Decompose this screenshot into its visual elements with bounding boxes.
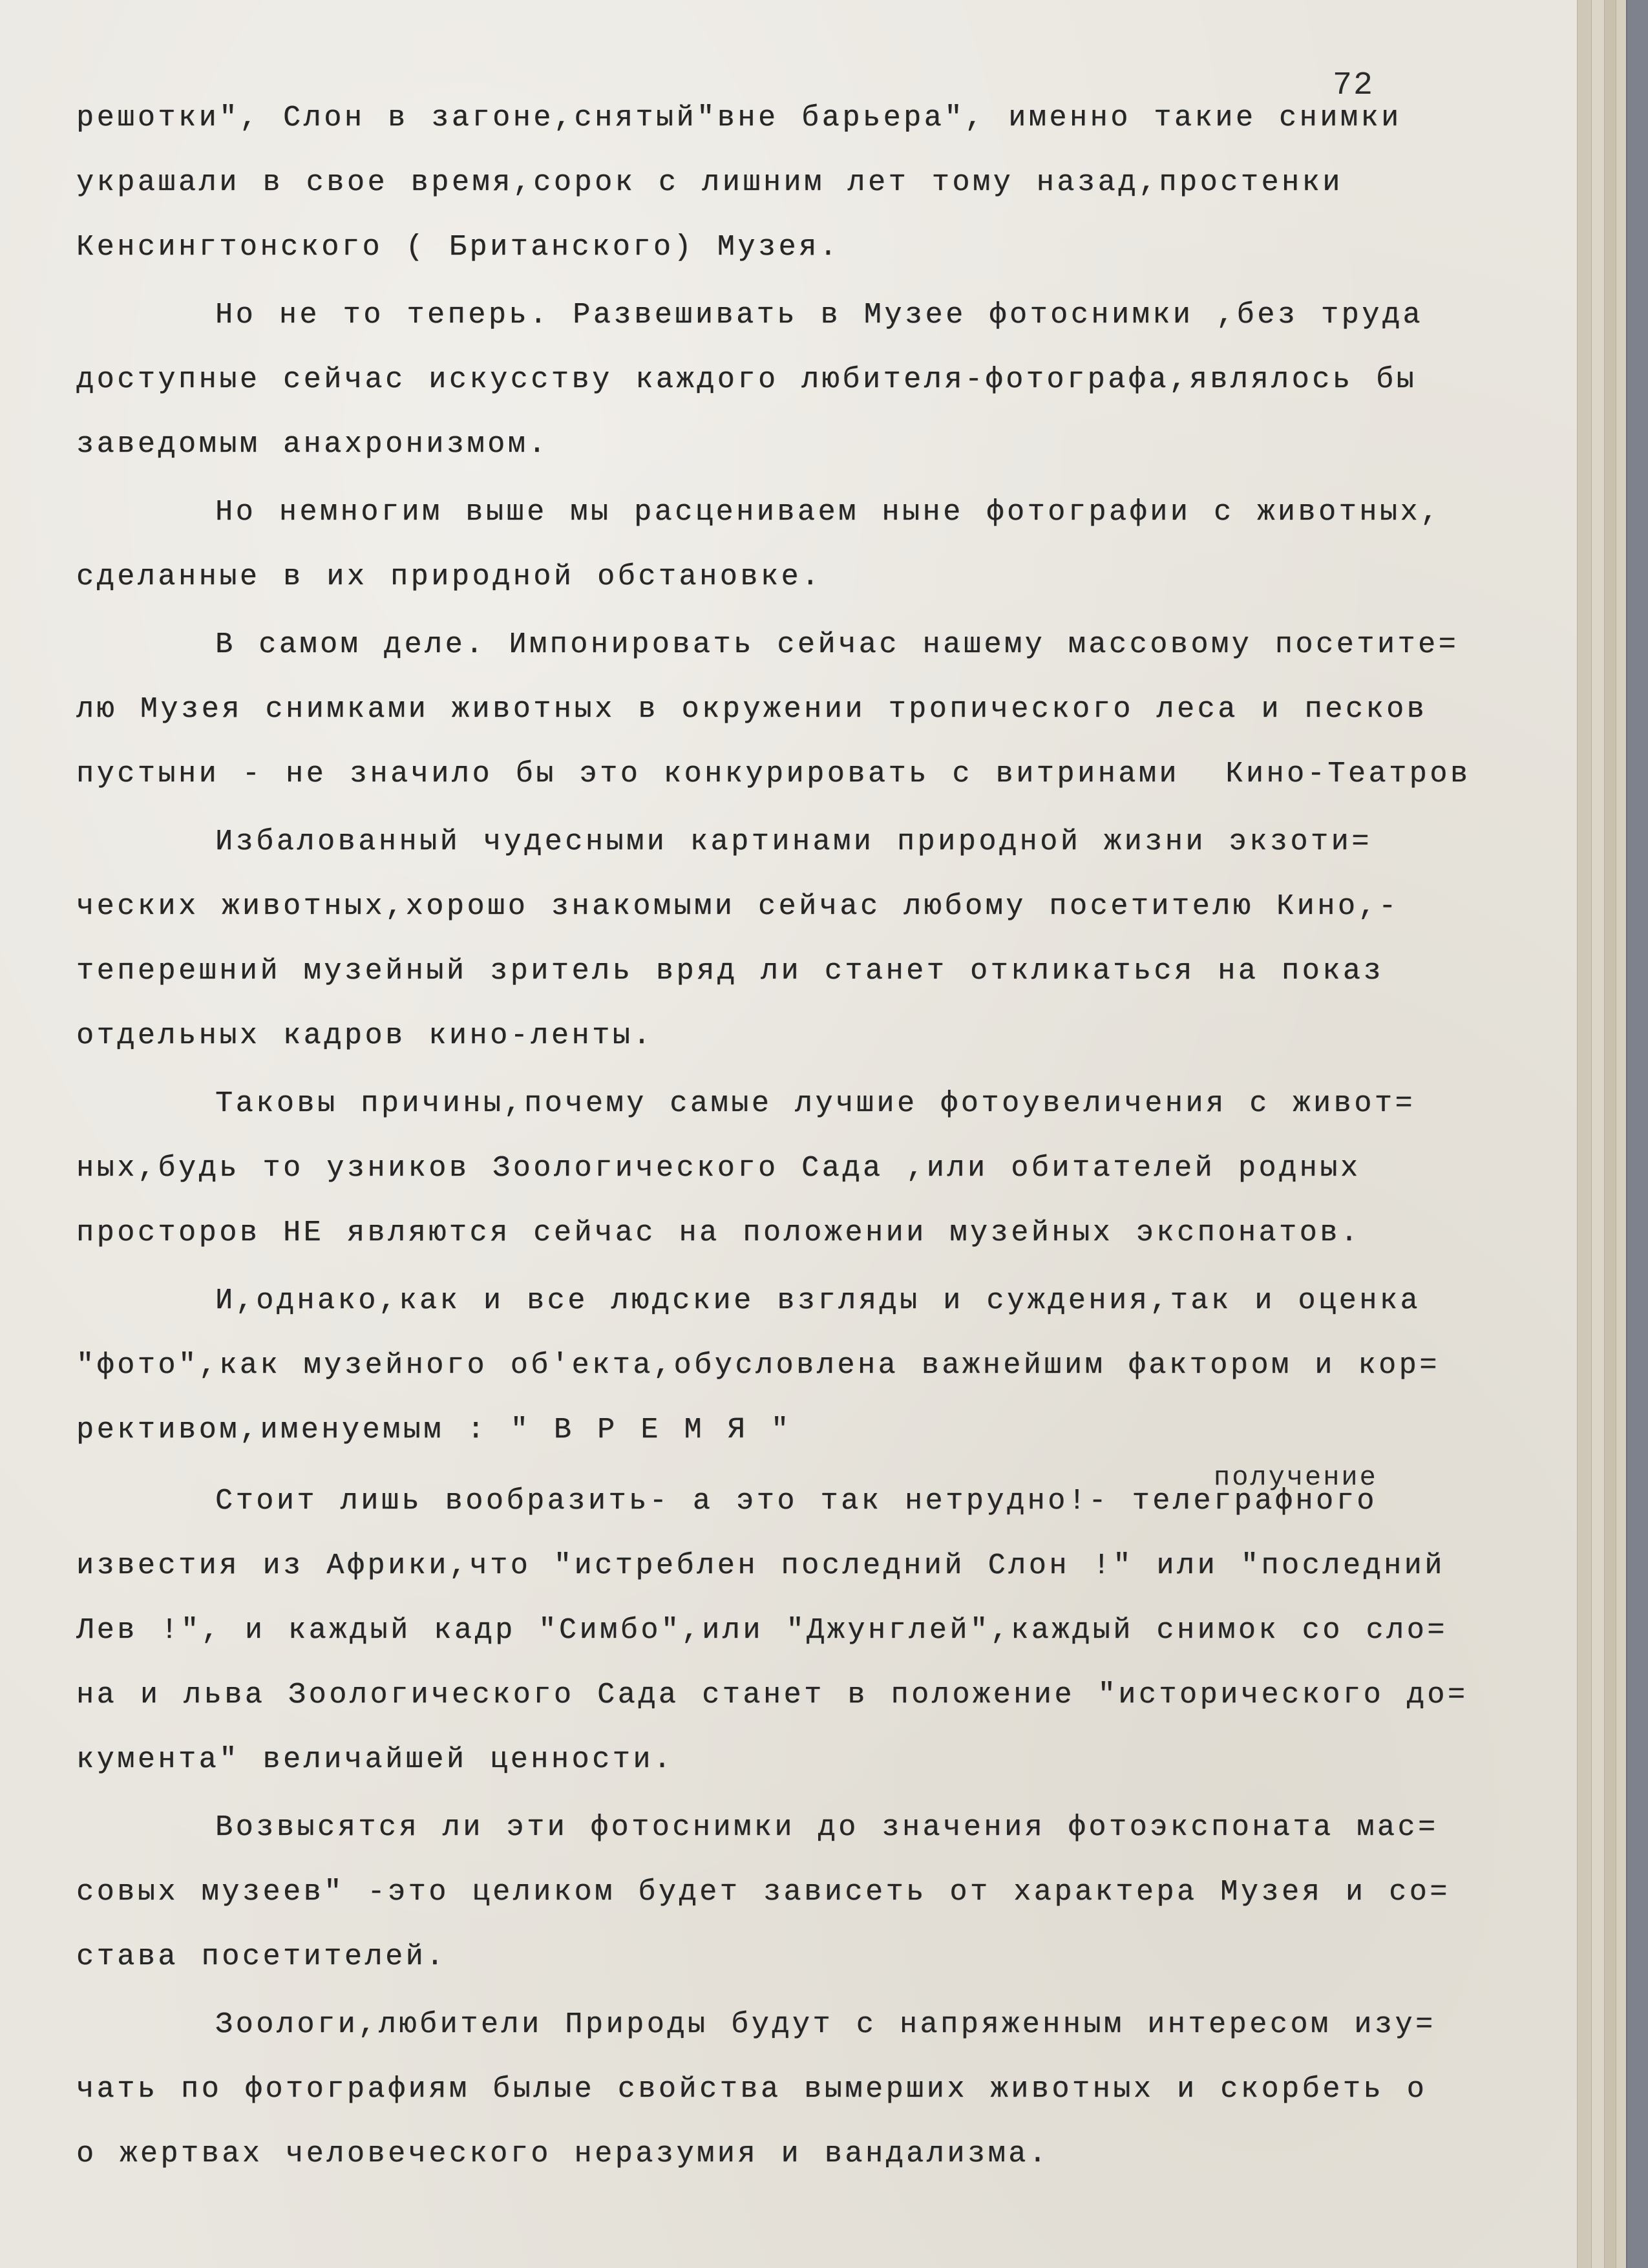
text-line: рективом,именуемым : " В Р Е М Я " (76, 1414, 792, 1447)
text-line: Но немногим выше мы расцениваем ныне фотографии с животных, (215, 496, 1441, 529)
background-surface (1626, 0, 1648, 2268)
text-line: просторов НЕ являются сейчас на положении музейных экспонатов. (76, 1216, 1361, 1249)
text-line: В самом деле. Импонировать сейчас нашему массовому посетите= (215, 628, 1459, 661)
text-line: Но не то теперь. Развешивать в Музее фотоснимки ,без труда (215, 299, 1424, 332)
text-line: И,однако,как и все людские взгляды и суждения,так и оценка (215, 1284, 1421, 1317)
text-line: доступные сейчас искусству каждого любителя-фотографа,являлось бы (76, 363, 1417, 396)
text-line: Возвысятся ли эти фотоснимки до значения фотоэкспоната мас= (215, 1811, 1439, 1844)
text-line: пустыни - не значило бы это конкурировать с витринами Кино-Театров (76, 758, 1471, 790)
page-stack-edge (1577, 0, 1592, 2268)
text-line: о жертвах человеческого неразумия и вандализма. (76, 2137, 1050, 2170)
text-line: известия из Африки,что "истреблен последний Слон !" или "последний (76, 1549, 1445, 1582)
text-line: совых музеев" -это целиком будет зависеть от характера Музея и со= (76, 1876, 1450, 1909)
text-line: Таковы причины,почему самые лучшие фотоувеличения с живот= (215, 1087, 1416, 1120)
text-line: ных,будь то узников Зоологического Сада ,или обитателей родных (76, 1152, 1361, 1185)
page-number: 72 (1333, 67, 1375, 104)
page-stack-edge (1591, 0, 1605, 2268)
text-line: теперешний музейный зритель вряд ли станет откликаться на показ (76, 955, 1384, 988)
text-line: украшали в свое время,сорок с лишним лет тому назад,простенки (76, 166, 1343, 199)
page-stack-edge (1604, 0, 1616, 2268)
text-line: кумента" величайшей ценности. (76, 1743, 674, 1776)
page-stack-edge (1616, 0, 1627, 2268)
text-line: Стоит лишь вообразить- а это так нетрудно!- телеграфного (215, 1485, 1377, 1518)
text-line: Кенсингтонского ( Британского) Музея. (76, 231, 840, 264)
text-line: Лев !", и каждый кадр "Симбо",или "Джунглей",каждый снимок со сло= (76, 1614, 1448, 1647)
text-line: Избалованный чудесными картинами природной жизни экзоти= (215, 825, 1372, 858)
text-line: Зоологи,любители Природы будут с напряженным интересом изу= (215, 2008, 1436, 2041)
text-line: решотки", Слон в загоне,снятый"вне барьера", именно такие снимки (76, 101, 1402, 134)
text-line: отдельных кадров кино-ленты. (76, 1019, 653, 1052)
text-line: става посетителей. (76, 1940, 447, 1973)
text-line: "фото",как музейного об'екта,обусловлена важнейшим фактором и кор= (76, 1349, 1440, 1382)
text-line: ческих животных,хорошо знакомыми сейчас любому посетителю Кино,- (76, 890, 1399, 923)
text-line: сделанные в их природной обстановке. (76, 560, 822, 593)
handwritten-insertion: получение (1214, 1462, 1378, 1493)
text-line: лю Музея снимками животных в окружении тропического леса и песков (76, 693, 1428, 726)
text-line: чать по фотографиям былые свойства вымерших животных и скорбеть о (76, 2073, 1428, 2106)
text-line: на и льва Зоологического Сада станет в положение "исторического до= (76, 1679, 1468, 1712)
text-line: заведомым анахронизмом. (76, 428, 549, 461)
